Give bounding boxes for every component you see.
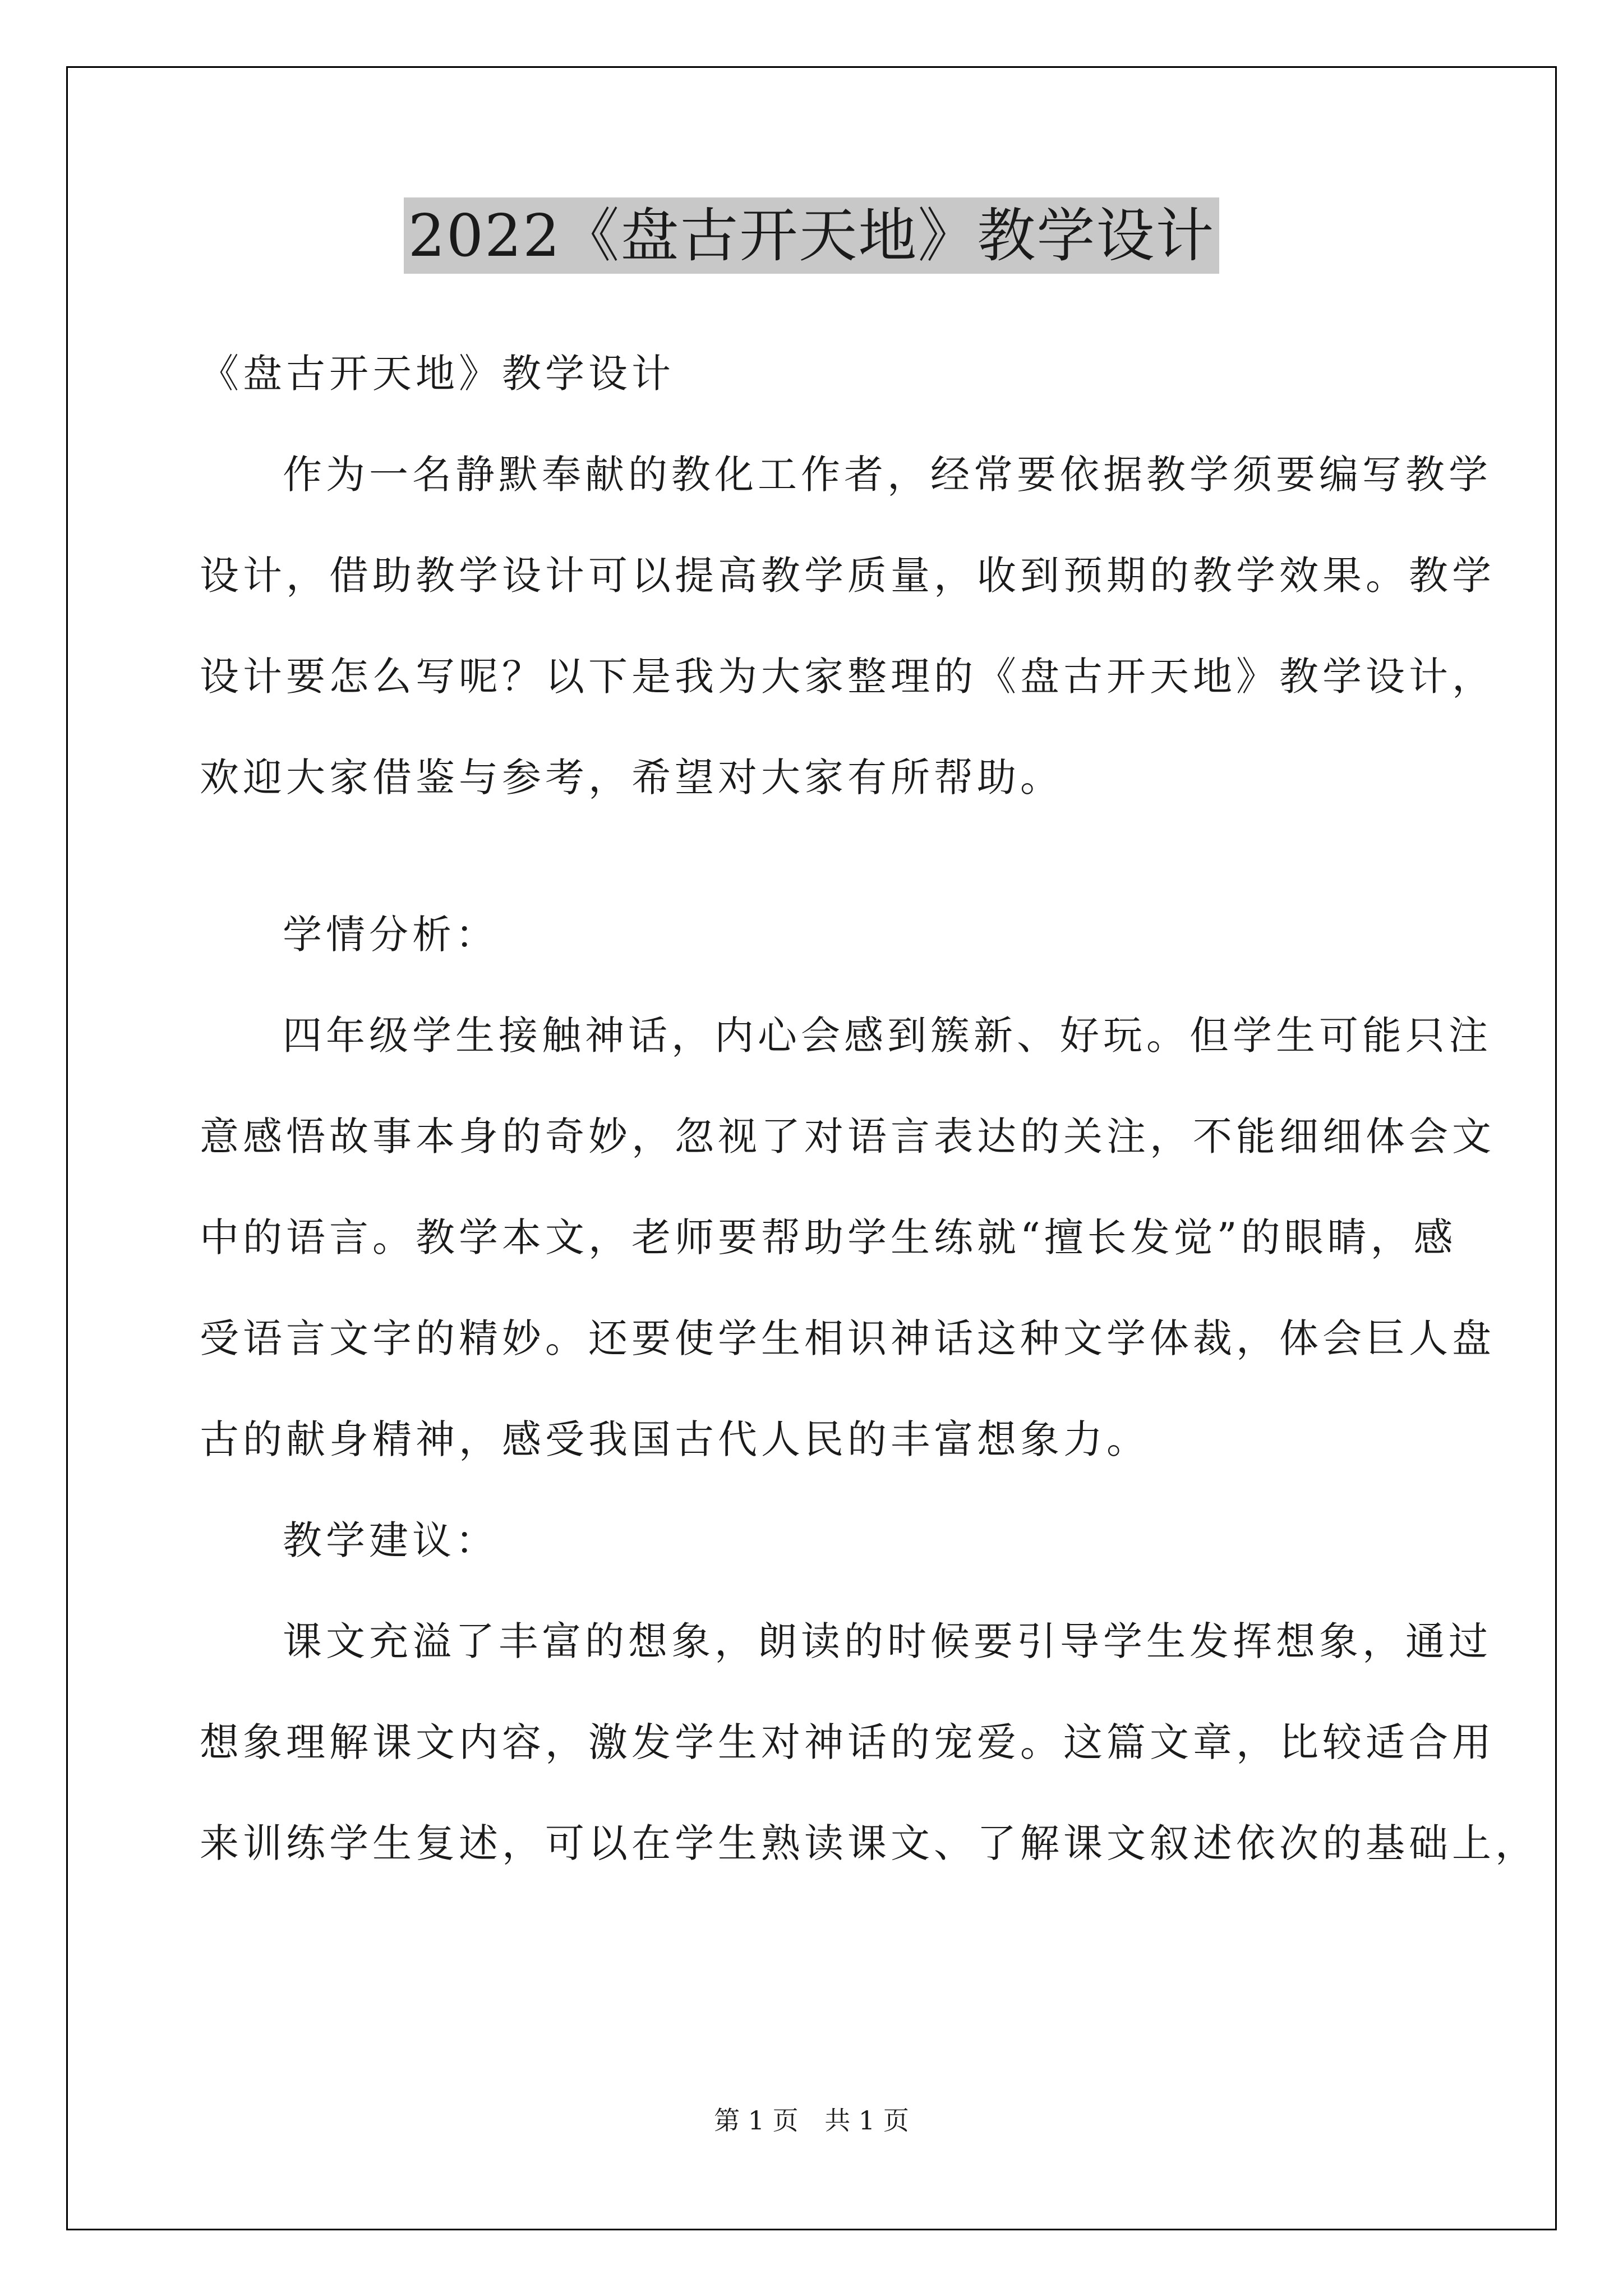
total-pages: 共 1 页 — [824, 2105, 909, 2136]
page-footer — [0, 2104, 1623, 2137]
subtitle-line: 《盘古开天地》教学设计 — [200, 351, 675, 397]
paragraph-line: 四年级学生接触神话，内心会感到簇新、好玩。但学生可能只注 — [283, 1013, 1492, 1059]
paragraph-line: 古的献身精神，感受我国古代人民的丰富想象力。 — [200, 1416, 1150, 1462]
paragraph-line: 受语言文字的精妙。还要使学生相识神话这种文学体裁，体会巨人盘 — [200, 1315, 1495, 1361]
section-heading-teaching-suggestions: 教学建议： — [283, 1517, 499, 1563]
paragraph-line: 设计要怎么写呢？以下是我为大家整理的《盘古开天地》教学设计， — [200, 654, 1495, 700]
section-heading-learning-analysis: 学情分析： — [283, 912, 499, 958]
paragraph-line: 来训练学生复述，可以在学生熟读课文、了解课文叙述依次的基础上， — [200, 1820, 1538, 1866]
paragraph-line: 课文充溢了丰富的想象，朗读的时候要引导学生发挥想象，通过 — [283, 1618, 1492, 1664]
document-body — [200, 348, 1538, 1918]
paragraph-line: 想象理解课文内容，激发学生对神话的宠爱。这篇文章，比较适合用 — [200, 1719, 1495, 1765]
title-container — [0, 197, 1623, 274]
paragraph-line: 作为一名静默奉献的教化工作者，经常要依据教学须要编写教学 — [283, 452, 1492, 498]
paragraph-line: 意感悟故事本身的奇妙，忽视了对语言表达的关注，不能细细体会文 — [200, 1114, 1495, 1159]
paragraph-line: 设计，借助教学设计可以提高教学质量，收到预期的教学效果。教学 — [200, 553, 1495, 599]
page-number: 第 1 页 — [714, 2105, 799, 2136]
paragraph-line: 欢迎大家借鉴与参考，希望对大家有所帮助。 — [200, 754, 1063, 800]
document-title: 2022《盘古开天地》教学设计 — [404, 197, 1220, 274]
paragraph-line: 中的语言。教学本文，老师要帮助学生练就“擅长发觉”的眼睛，感 — [200, 1214, 1457, 1260]
